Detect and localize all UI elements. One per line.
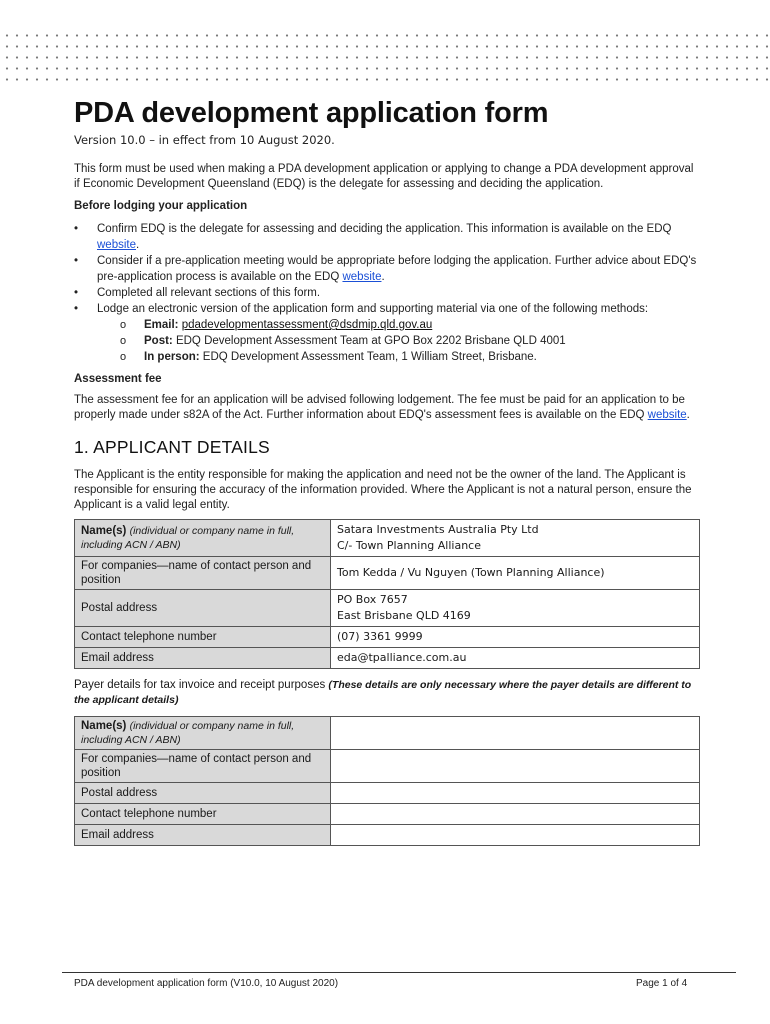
before-lodging-heading: Before lodging your application <box>74 200 248 212</box>
list-item: • Completed all relevant sections of this form. <box>74 287 321 299</box>
table-row <box>75 750 700 783</box>
footer-document-title: PDA development application form (V10.0, 10 August 2020) <box>74 978 339 989</box>
pre-application-website-link[interactable]: website <box>342 271 382 283</box>
section-heading-applicant-details: 1. APPLICANT DETAILS <box>74 437 270 457</box>
method-post: o Post: EDQ Development Assessment Team at GPO Box 2202 Brisbane QLD 4001 <box>120 335 566 347</box>
circle-bullet-icon: o <box>120 335 127 347</box>
form-page <box>74 96 700 846</box>
lodging-checklist <box>74 221 700 365</box>
payer-name-field[interactable] <box>331 717 700 750</box>
applicant-details-table <box>74 519 700 669</box>
payer-telephone-label: Contact telephone number <box>75 804 331 825</box>
table-row <box>75 825 700 846</box>
table-row <box>75 520 700 557</box>
payer-contact-label: For companies—name of contact person and position <box>75 750 331 783</box>
applicant-name-label: Name(s) (individual or company name in full, including ACN / ABN) <box>75 520 331 557</box>
table-row <box>75 804 700 825</box>
edq-website-link[interactable]: website <box>97 239 136 251</box>
table-row <box>75 627 700 648</box>
table-row <box>75 557 700 590</box>
payer-name-label: Name(s) (individual or company name in full, including ACN / ABN) <box>75 717 331 750</box>
list-item: • Lodge an electronic version of the application form and supporting material via one of the following methods: o Email: pdadevelopmentassessment@dsdmip.qld.gov.au o Post: EDQ Development Assessment Team at GPO Box 2202 Brisbane QLD 4001 o In person: EDQ Development Assessment Team, 1 William Street, Brisbane. <box>74 301 700 365</box>
circle-bullet-icon: o <box>120 351 127 363</box>
list-item: • Confirm EDQ is the delegate for assessing and deciding the application. This information is available on the EDQ website. <box>74 223 672 251</box>
fee-website-link[interactable]: website <box>647 409 687 421</box>
version-note: Version 10.0 – in effect from 10 August 2020. <box>74 133 335 147</box>
assessment-fee-heading: Assessment fee <box>74 373 162 385</box>
footer-page-number: Page 1 of 4 <box>636 978 688 989</box>
table-row <box>75 717 700 750</box>
list-item: • Consider if a pre-application meeting would be appropriate before lodging the application. Further advice about EDQ's pre-application process is available on the EDQ website. <box>74 255 697 283</box>
postal-address-label: Postal address <box>75 590 331 627</box>
assessment-fee-paragraph: The assessment fee for an application will be advised following lodgement. The fee must be paid for an application to be properly made under s82A of the Act. Further information about EDQ's assessment fees is available on the EDQ website. <box>74 394 690 421</box>
email-label: Email address <box>75 648 331 669</box>
bullet-icon: • <box>74 303 79 315</box>
lodgement-methods <box>97 317 700 365</box>
circle-bullet-icon: o <box>120 319 127 331</box>
applicant-description: The Applicant is the entity responsible for making the application and need not be the owner of the land. The Applicant is responsible for ensuring the accuracy of the information provided. Where the Applicant is not a natural person, ensure the Applicant is a valid legal entity. <box>74 469 692 511</box>
payer-postal-label: Postal address <box>75 783 331 804</box>
footer-divider <box>62 972 736 973</box>
payer-email-label: Email address <box>75 825 331 846</box>
contact-person-field[interactable]: Tom Kedda / Vu Nguyen (Town Planning Alliance) <box>331 557 700 590</box>
table-row <box>75 648 700 669</box>
decorative-dot-pattern <box>0 28 770 84</box>
payer-details-intro: Payer details for tax invoice and receipt purposes (These details are only necessary where the payer details are different to the applicant details) <box>74 679 692 706</box>
applicant-name-field[interactable]: Satara Investments Australia Pty Ltd C/- Town Planning Alliance <box>331 520 700 557</box>
table-row <box>75 783 700 804</box>
telephone-field[interactable]: (07) 3361 9999 <box>331 627 700 648</box>
payer-details-table <box>74 716 700 846</box>
bullet-icon: • <box>74 287 79 299</box>
payer-telephone-field[interactable] <box>331 804 700 825</box>
bullet-icon: • <box>74 223 79 235</box>
contact-person-label: For companies—name of contact person and position <box>75 557 331 590</box>
payer-postal-field[interactable] <box>331 783 700 804</box>
email-field[interactable]: eda@tpalliance.com.au <box>331 648 700 669</box>
table-row <box>75 590 700 627</box>
postal-address-field[interactable]: PO Box 7657 East Brisbane QLD 4169 <box>331 590 700 627</box>
payer-email-field[interactable] <box>331 825 700 846</box>
page-title: PDA development application form <box>74 97 549 129</box>
method-email: o Email: pdadevelopmentassessment@dsdmip.qld.gov.au <box>120 319 433 331</box>
intro-paragraph: This form must be used when making a PDA development application or applying to change a PDA development approval if Economic Development Queensland (EDQ) is the delegate for assessing and deciding the application. <box>74 163 694 190</box>
method-in-person: o In person: EDQ Development Assessment Team, 1 William Street, Brisbane. <box>120 351 537 363</box>
payer-contact-field[interactable] <box>331 750 700 783</box>
lodgement-email-link[interactable]: pdadevelopmentassessment@dsdmip.qld.gov.au <box>181 319 433 331</box>
telephone-label: Contact telephone number <box>75 627 331 648</box>
bullet-icon: • <box>74 255 79 267</box>
